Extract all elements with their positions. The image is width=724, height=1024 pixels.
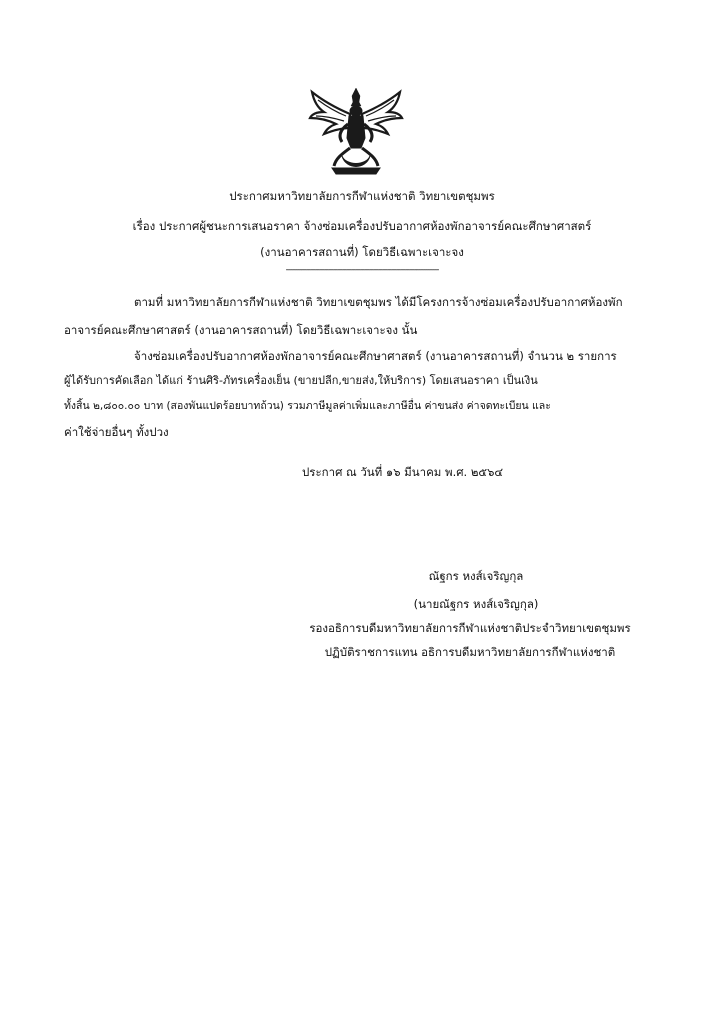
signatory-position: รองอธิการบดีมหาวิทยาลัยการกีฬาแห่งชาติประจำวิทยาเขตชุมพร <box>309 621 631 635</box>
subject-line: เรื่อง ประกาศผู้ชนะการเสนอราคา จ้างซ่อมเครื่องปรับอากาศห้องพักอาจารย์คณะศึกษาศาสตร์ <box>132 219 592 233</box>
paragraph-2-line-4: ค่าใช้จ่ายอื่นๆ ทั้งปวง <box>64 425 169 439</box>
paragraph-1-line-1: ตามที่ มหาวิทยาลัยการกีฬาแห่งชาติ วิทยาเขตชุมพร ได้มีโครงการจ้างซ่อมเครื่องปรับอากาศห้องพัก <box>134 295 623 309</box>
paragraph-2-line-1: จ้างซ่อมเครื่องปรับอากาศห้องพักอาจารย์คณะศึกษาศาสตร์ (งานอาคารสถานที่) จำนวน ๒ รายการ <box>134 349 617 363</box>
garuda-emblem <box>306 86 406 178</box>
document-title: ประกาศมหาวิทยาลัยการกีฬาแห่งชาติ วิทยาเขตชุมพร <box>229 189 495 203</box>
divider-line: -------------------------------------------------------------------- <box>285 265 439 275</box>
paragraph-2-line-2: ผู้ได้รับการคัดเลือก ได้แก่ ร้านศิริ-ภัทรเครื่องเย็น (ขายปลีก,ขายส่ง,ให้บริการ) โดยเสนอราคา เป็นเงิน <box>64 374 538 387</box>
signature-name: ณัฐกร หงส์เจริญกุล <box>428 569 524 583</box>
paragraph-1-line-2: อาจารย์คณะศึกษาศาสตร์ (งานอาคารสถานที่) โดยวิธีเฉพาะเจาะจง นั้น <box>64 323 418 337</box>
signatory-full-name: (นายณัฐกร หงส์เจริญกุล) <box>413 597 539 611</box>
paragraph-2-line-3: ทั้งสิ้น ๒,๘๐๐.๐๐ บาท (สองพันแปดร้อยบาทถ้วน) รวมภาษีมูลค่าเพิ่มและภาษีอื่น ค่าขนส่ง ค่าจดทะเบียน และ <box>64 400 551 412</box>
subject-continuation: (งานอาคารสถานที่) โดยวิธีเฉพาะเจาะจง <box>260 245 464 259</box>
signatory-acting-for: ปฏิบัติราชการแทน อธิการบดีมหาวิทยาลัยการกีฬาแห่งชาติ <box>324 645 616 659</box>
announcement-date: ประกาศ ณ วันที่ ๑๖ มีนาคม พ.ศ. ๒๕๖๔ <box>302 465 504 479</box>
